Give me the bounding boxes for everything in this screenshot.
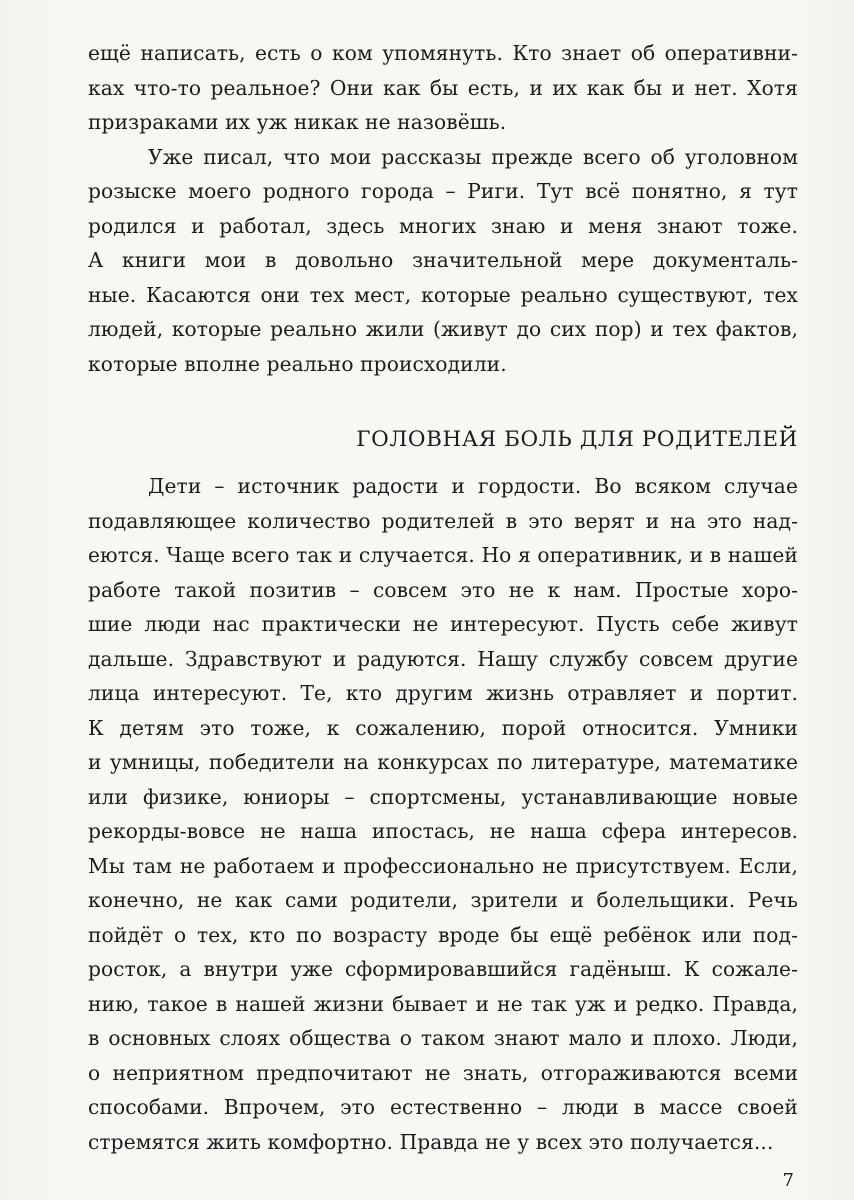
text-line: стремятся жить комфортно. Правда не у всех это получается... — [88, 1129, 774, 1154]
text-line: росток, а внутри уже сформировавшийся гадёныш. К сожале- — [88, 957, 798, 981]
page-number: 7 — [782, 1170, 794, 1191]
text-line: рекорды-вовсе не наша ипостась, не наша сфера интересов. — [88, 819, 798, 843]
text-line: в основных слоях общества о таком знают мало и плохо. Люди, — [88, 1026, 798, 1050]
text-line: подавляющее количество родителей в это верят и на это над- — [88, 508, 798, 533]
text-line: К детям это тоже, к сожалению, порой относится. Умники — [88, 715, 798, 740]
text-line: которые вполне реально происходили. — [88, 351, 507, 376]
text-column — [88, 36, 798, 1159]
text-line: пойдёт о тех, кто по возрасту вроде бы ещё ребёнок или под- — [88, 922, 798, 947]
text-line: родился и работал, здесь многих знаю и меня знают тоже. — [88, 213, 798, 238]
text-line: еются. Чаще всего так и случается. Но я оперативник, и в нашей — [88, 543, 798, 567]
text-line: призраками их уж никак не назовёшь. — [88, 110, 507, 134]
text-line: конечно, не как сами родители, зрители и болельщики. Речь — [88, 888, 798, 912]
text-line: дальше. Здравствуют и радуются. Нашу службу совсем другие — [88, 646, 798, 671]
text-line: Мы там не работаем и профессионально не присутствуем. Если, — [88, 853, 798, 878]
text-line: Дети – источник радости и гордости. Во всяком случае — [148, 474, 798, 498]
text-line: и умницы, победители на конкурсах по литературе, математике — [88, 750, 798, 774]
text-line: шие люди нас практически не интересуют. Пусть себе живут — [88, 612, 798, 636]
section-heading: ГОЛОВНАЯ БОЛЬ ДЛЯ РОДИТЕЛЕЙ — [356, 427, 798, 452]
text-line: способами. Впрочем, это естественно – люди в массе своей — [88, 1095, 798, 1119]
text-line: А книги мои в довольно значительной мере документаль- — [88, 248, 798, 272]
text-line: розыске моего родного города – Риги. Тут всё понятно, я тут — [88, 179, 798, 203]
text-line: лица интересуют. Те, кто другим жизнь отравляет и портит. — [88, 681, 798, 705]
text-line: о неприятном предпочитают не знать, отгораживаются всеми — [88, 1060, 798, 1085]
paragraph-about-riga — [88, 140, 798, 382]
text-line: ные. Касаются они тех мест, которые реально существуют, тех — [88, 282, 798, 307]
text-line: ещё написать, есть о ком упомянуть. Кто знает об оперативни- — [88, 41, 798, 65]
paragraph-section-body — [88, 469, 798, 1159]
text-line: ках что-то реальное? Они как бы есть, и их как бы и нет. Хотя — [88, 75, 798, 100]
text-line: работе такой позитив – совсем это не к нам. Простые хоро- — [88, 577, 798, 602]
text-line: или физике, юниоры – спортсмены, устанавливающие новые — [88, 784, 798, 809]
text-line: Уже писал, что мои рассказы прежде всего об уголовном — [148, 144, 798, 169]
paragraph-intro-end — [88, 36, 798, 140]
text-line: нию, такое в нашей жизни бывает и не так уж и редко. Правда, — [88, 991, 798, 1016]
text-line: людей, которые реально жили (живут до сих пор) и тех фактов, — [88, 317, 798, 341]
